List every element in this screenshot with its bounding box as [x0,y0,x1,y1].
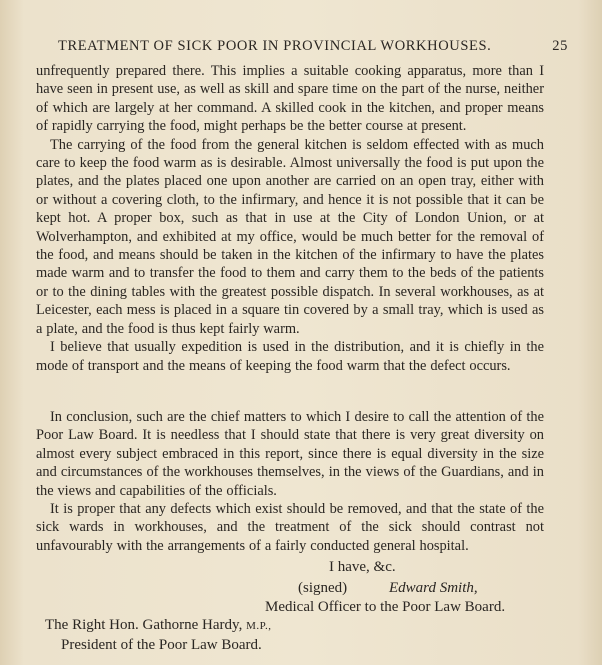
addressee-line-2: President of the Poor Law Board. [61,637,262,653]
addressee-name: The Right Hon. Gathorne Hardy, [45,617,243,633]
addressee-line-1 [45,617,272,634]
paragraph-3: I believe that usually expedition is used in the distribution, and it is chiefly in the mode of transport and the means of keeping the food warm that the defect occurs. [36,339,544,374]
paragraph-4: In conclusion, such are the chief matters to which I desire to call the attention of the Poor Law Board. It is needless that I should state that there is very great diversity on almost every subject embraced in this report, since there is equal diversity in the size and circumstances of the workhouses themselves, in the views of the Guardians, and in the views and capabilities of the officials. [36,408,544,499]
section-gap [36,375,544,408]
signed-label: (signed) [298,580,348,596]
body-text [36,62,544,555]
paragraph-2: The carrying of the food from the general kitchen is seldom effected with as much care to keep the food warm as is desirable. Almost universally the food is put upon the plates, and the plates placed one upon another are carried on an open tray, either with or without a covering cloth, to the infirmary, and hence it is not possible that it can be kept hot. A proper box, such as that in use at the City of London Union, or at Wolverhampton, and exhibited at my office, would be much better for the removal of the food, and means should be taken in the kitchen of the infirmary to have the plates made warm and to transfer the food to them and carry them to the beds of the patients or to the dining tables with the greatest possible dispatch. In several workhouses, as at Leicester, each mess is placed in a square tin covered by a small tray, which is used as a plate, and the food is thus kept fairly warm. [36,136,544,337]
page-number: 25 [552,38,568,54]
running-head-title: TREATMENT OF SICK POOR IN PROVINCIAL WORKHOUSES. [58,38,492,54]
signatory-role: Medical Officer to the Poor Law Board. [265,599,506,615]
salutation: I have, &c. [329,559,396,575]
signatory-name: Edward Smith, [389,580,478,596]
paragraph-5: It is proper that any defects which exist should be removed, and that the state of the sick wards in workhouses, and the treatment of the sick should contrast not unfavourably with the arrangements of a fairly conducted general hospital. [36,500,544,554]
paragraph-1: unfrequently prepared there. This implies a suitable cooking apparatus, more than I have seen in present use, as well as skill and spare time on the part of the nurse, neither of which are largely at her command. A skilled cook in the kitchen, and proper means of rapidly carrying the food, might perhaps be the better course at present. [36,63,544,135]
addressee-suffix: M.P., [246,620,272,632]
running-head [58,38,568,55]
